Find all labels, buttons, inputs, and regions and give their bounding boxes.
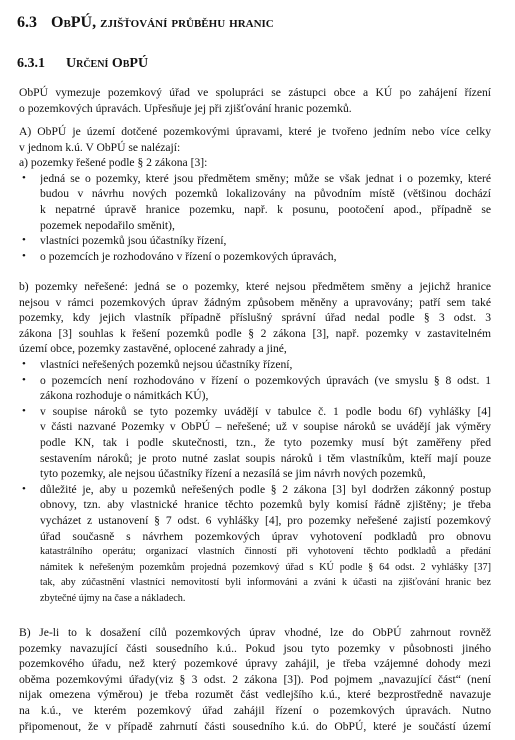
- text-line: katastrálního operátu; organizací vlastních činností při vyhotovení těchto podkladů a předání: [40, 546, 491, 558]
- text-line: a) pozemky řešené podle § 2 zákona [3]:: [19, 156, 208, 170]
- text-line: v části nazvané Pozemky v ObPÚ – neřešené; už v soupise nároků se uvádějí jak výměry: [40, 420, 491, 434]
- text-line: b) pozemky neřešené: jedná se o pozemky, které nejsou předmětem směny a jejichž hranice: [19, 280, 491, 293]
- text-line: jedná se o pozemky, které jsou předmětem směny; může se však jednat i o pozemky, které: [40, 171, 491, 185]
- text-line: pozemkového úřadu, než který pozemkové úpravy zahájil, je třeba vzájemné dohody mezi: [19, 657, 491, 671]
- text-line: území obce, pozemky zastavěné, oplocené zahrady a jiné,: [19, 342, 287, 356]
- text-line: podle KN, tak i podle skutečnosti, tzn., že tyto pozemky musí být zaměřeny před: [40, 435, 491, 449]
- text-line: zbytečné újmy na čase a nákladech.: [40, 592, 186, 604]
- bullet-list-a: [19, 171, 491, 265]
- list-item: [19, 357, 491, 373]
- text-line: v jednom k.ú. V ObPÚ se nalézají:: [19, 140, 181, 154]
- bullet-icon: •: [22, 482, 26, 495]
- bullet-list-b: [19, 357, 491, 607]
- text-line: B) Je-li to k dosažení cílů pozemkových úprav vhodné, lze do ObPÚ zahrnout rovněž: [19, 626, 491, 639]
- text-line: o pozemkových úpravách. Upřesňuje jej při zjišťování hranic pozemků.: [19, 101, 352, 115]
- bullet-icon: •: [22, 171, 26, 184]
- subsection-title: Určení ObPÚ: [66, 56, 149, 71]
- intro-paragraph: [19, 85, 491, 116]
- text-line: námitek k neřešeným pozemkům projedná pozemkový úřad s KÚ podle § 64 odst. 2 vyhlášky [37]: [40, 561, 491, 573]
- text-line: důležité je, aby u pozemků neřešených podle § 2 zákona [3] byl dodržen zákonný postup: [40, 482, 491, 496]
- subsection-heading: [17, 56, 148, 72]
- text-line: tyto pozemky, ale nejsou účastníky řízení a nezasílá se jim návrh nových pozemků,: [40, 467, 426, 481]
- text-line: obnovy, tzn. aby vlastnické hranice těchto pozemků byly komisí řádně zjištěny; je třeba: [40, 498, 491, 512]
- text-line: nijak omezena výměrou) je třeba rozumět část vedlejšího k.ú., které bezprostředně navazuje: [19, 688, 491, 702]
- bullet-icon: •: [22, 373, 26, 386]
- bullet-icon: •: [22, 249, 26, 262]
- text-line: nejsou v rámci pozemkových úprav žádným způsobem měněny a upravovány; patří sem také: [19, 295, 491, 309]
- section-number: 6.3: [17, 14, 37, 31]
- subsection-number: 6.3.1: [17, 56, 45, 71]
- list-item: [19, 249, 491, 265]
- text-line: oběma pozemkovými úřady(viz § 3 odst. 2 zákona [3]). Pod pojmem „navazující část“ (není: [19, 672, 491, 686]
- text-line: budou v návrhu nových pozemků lokalizovány na původním místě (většinou dochází: [40, 187, 491, 201]
- text-line: vlastníci pozemků jsou účastníky řízení,: [40, 234, 227, 248]
- section-a: [19, 124, 491, 264]
- text-line: A) ObPÚ je území dotčené pozemkovými úpravami, které je tvořeno jedním nebo více celky: [19, 125, 491, 138]
- text-line: úřad současně s návrhem pozemkových úprav vyhotovení podkladů pro obnovu: [40, 529, 491, 543]
- list-item: [19, 482, 491, 607]
- text-line: připomenout, že v případě zahrnutí části sousedního k.ú. do ObPÚ, které je součástí území: [19, 719, 491, 733]
- text-line: v soupise nároků se tyto pozemky uvádějí v tabulce č. 1 podle bodu 6f) vyhlášky [4]: [40, 404, 491, 418]
- text-line: pozemky, kdy jejich vlastník případně příslušný správní úřad nedal podle § 3 odst. 3: [19, 311, 491, 325]
- section-heading: [17, 14, 274, 32]
- text-line: k nepatrné úpravě hranice pozemku, např. k posunu, pootočení apod., případně se: [40, 202, 491, 216]
- list-item: [19, 404, 491, 482]
- list-item: [19, 171, 491, 233]
- text-line: vlastníci neřešených pozemků nejsou účastníky řízení,: [40, 357, 293, 371]
- text-line: pozemek nepodařilo směnit),: [40, 218, 175, 232]
- bullet-icon: •: [22, 357, 26, 370]
- text-line: vycházet z ustanovení § 7 odst. 6 vyhlášky [4], pro pozemky neřešené zajistí pozemkový: [40, 513, 491, 527]
- text-line: o pozemcích není rozhodováno v řízení o pozemkových úpravách (ve smyslu § 8 odst. 1: [40, 373, 491, 387]
- list-item: [19, 233, 491, 249]
- text-line: zákona rozhoduje o námitkách KÚ),: [40, 389, 209, 403]
- section-b: [19, 279, 491, 606]
- section-title: ObPÚ, zjišťování průběhu hranic: [51, 14, 274, 31]
- text-line: ObPÚ vymezuje pozemkový úřad ve spolupráci se zástupci obce a KÚ po zahájení řízení: [19, 86, 491, 99]
- text-line: tak, aby zúčastnění vlastníci nemovitostí byli informováni a zváni k účasti na zjišťování hranic bez: [40, 577, 491, 589]
- bullet-icon: •: [22, 404, 26, 417]
- bullet-icon: •: [22, 234, 26, 247]
- text-line: sestavením nároků; je proto nutné zaslat soupis nároků i těm vlastníkům, kteří mají pouze: [40, 451, 491, 465]
- section-b-capital: [19, 625, 491, 734]
- text-line: na k.ú., ve kterém pozemkový úřad zahájil řízení o pozemkových úpravách. Nutno: [19, 703, 491, 717]
- text-line: pozemky navazující části sousedního k.ú.. Pokud jsou tyto pozemky v působnosti jiného: [19, 641, 491, 655]
- text-line: o pozemcích je rozhodováno v řízení o pozemkových úpravách,: [40, 249, 337, 263]
- text-line: zákona [3] souhlas k řešení pozemků podle § 2 zákona [3], např. pozemky v zastavitelném: [19, 326, 491, 340]
- list-item: [19, 373, 491, 404]
